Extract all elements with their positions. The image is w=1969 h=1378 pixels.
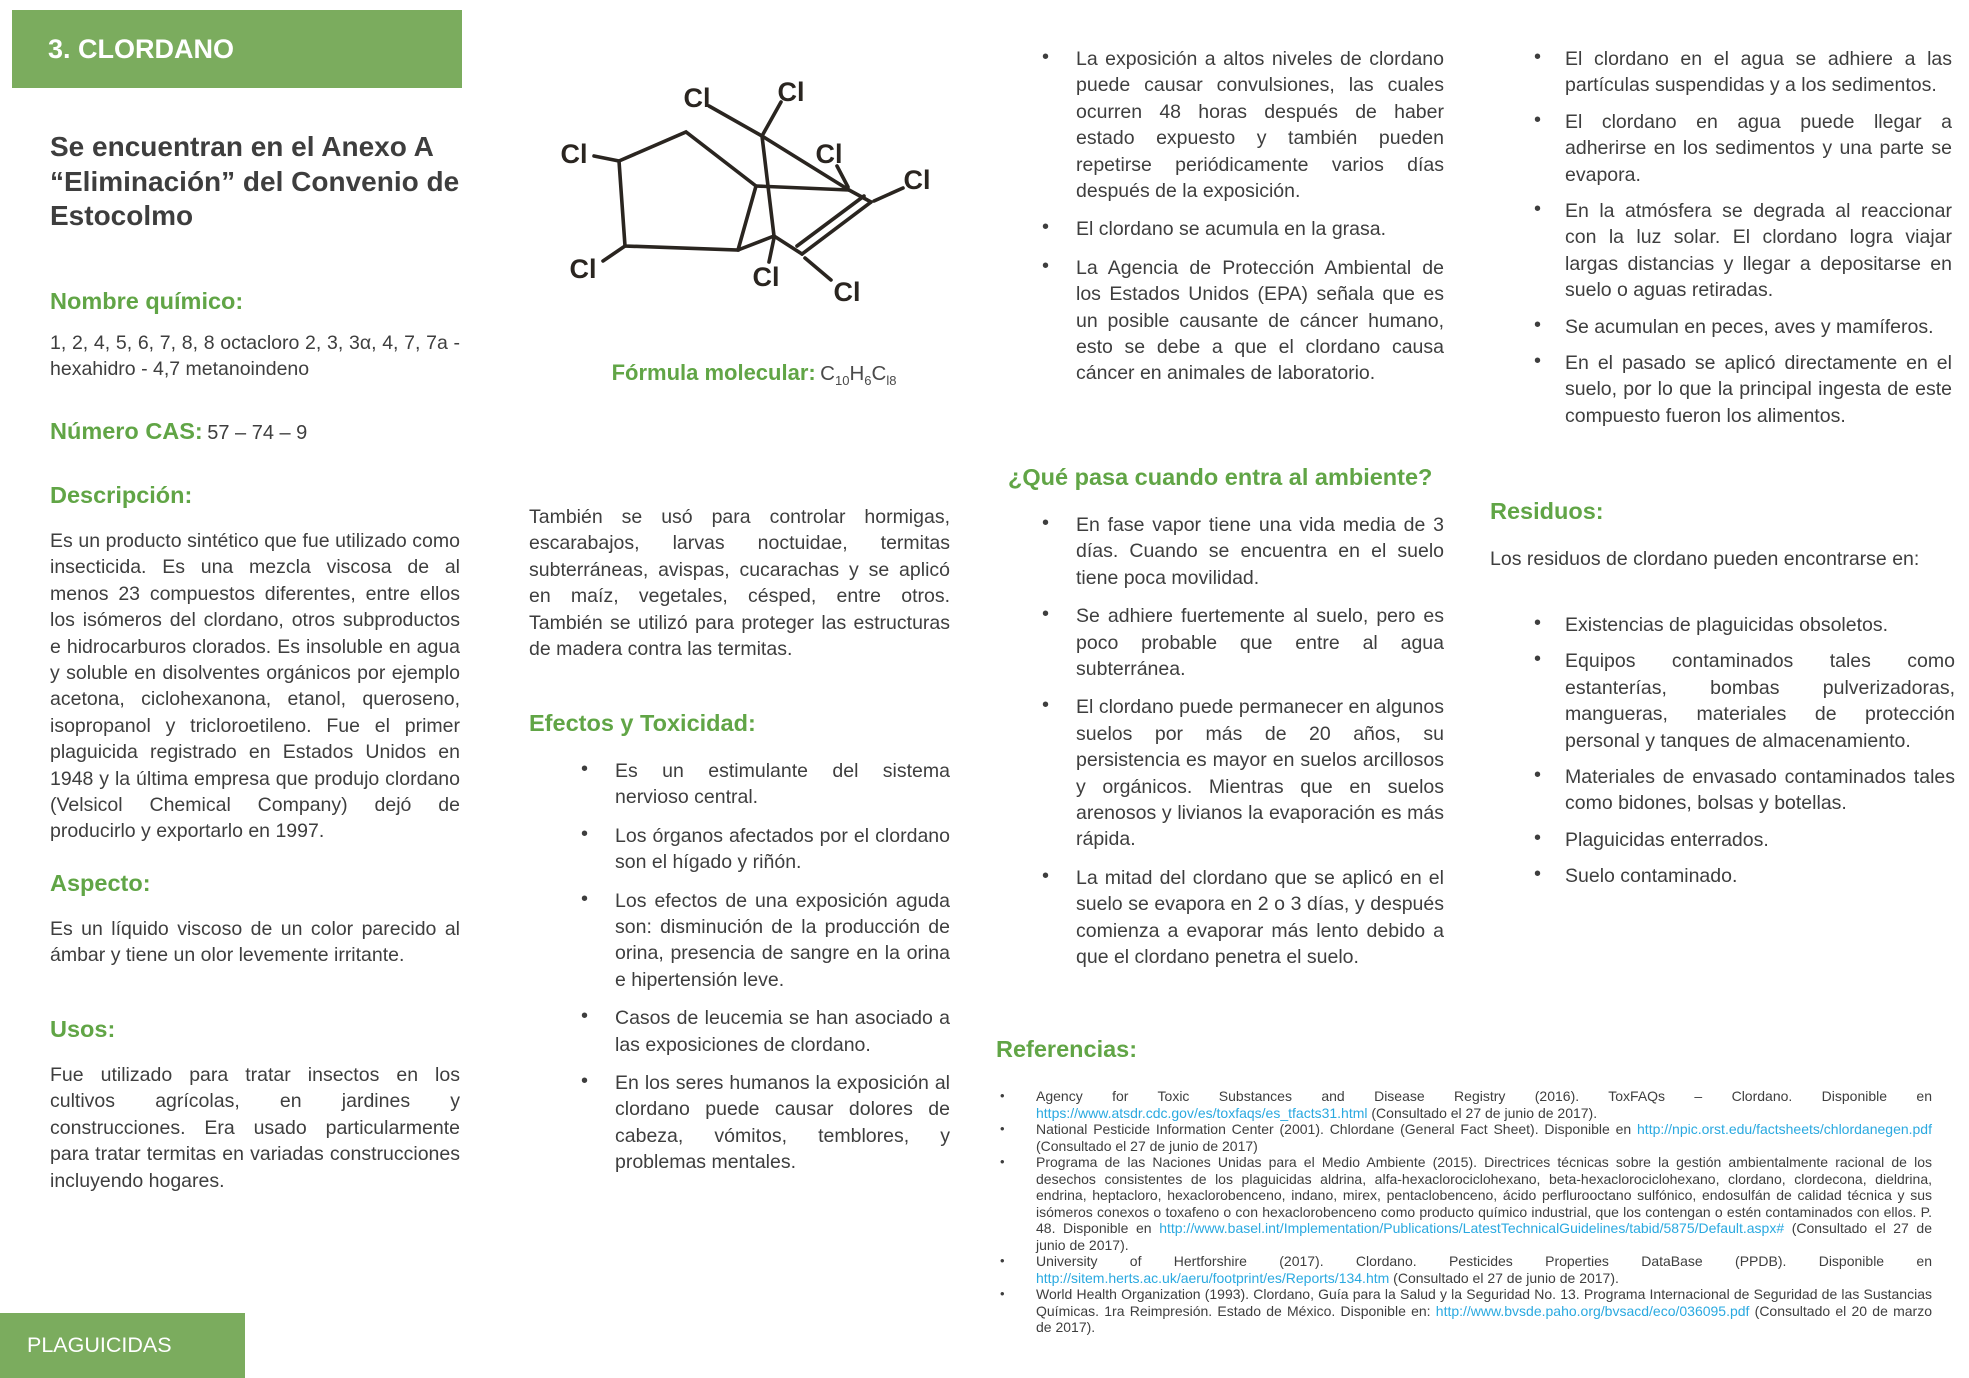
bullet-marker: • [581,887,589,910]
bullet-marker: • [1042,216,1050,239]
bullet-marker: • [1042,46,1050,68]
aspect-label: Aspecto: [50,870,151,896]
bullet-marker: • [1534,108,1542,131]
list-item: • Se adhiere fuertemente al suelo, pero es poco probable que entre al agua subterránea. [1008,603,1444,682]
cas-label: Número CAS: [50,418,203,444]
list-item: • En los seres humanos la exposición al clordano puede causar dolores de cabeza, vómitos, temblores, y problemas mentales. [529,1070,950,1176]
list-item: • Los efectos de una exposición aguda son: disminución de la producción de orina, presencia de sangre en la orina e hipertensión leve. [529,888,950,994]
reference-text: National Pesticide Information Center (2001). Chlordane (General Fact Sheet). Disponible en [1036,1121,1638,1137]
list-item: • Existencias de plaguicidas obsoletos. [1490,612,1955,638]
environment-heading: ¿Qué pasa cuando entra al ambiente? [1008,464,1433,490]
molecular-formula-row [519,360,989,388]
environment-bullet-list [1008,512,1444,983]
reference-text: (Consultado el 27 de junio de 2017). [1389,1269,1619,1286]
bullet-marker: • [1534,863,1542,886]
reference-item [996,1286,1932,1336]
additional-uses-text: También se usó para controlar hormigas, escarabajos, larvas noctuidae, termitas subterráneas, avispas, cucarachas y se aplicó en maíz, vegetales, césped, entre otros. También se utilizó para proteger las estructuras de madera contra las termitas. [529,506,950,661]
bullet-marker: • [1534,764,1542,787]
residues-bullet-list [1490,612,1955,900]
bullet-marker: • [1000,1253,1005,1268]
list-item: • La exposición a altos niveles de clordano puede causar convulsiones, las cuales ocurren 48 horas después de haber estado expuesto y también pueden repetirse periódicamente varios días después de la exposición. [1008,46,1444,204]
chlorine-label: Cl [815,139,843,169]
bullet-marker: • [1042,603,1050,626]
bullet-marker: • [1534,612,1542,634]
description-label: Descripción: [50,482,193,508]
title-banner [12,10,462,88]
list-item: • El clordano en el agua se adhiere a las partículas suspendidas y a los sedimentos. [1490,46,1952,99]
reference-text: Programa de las Naciones Unidas para el Medio Ambiente (2015). Directrices técnicas sobre la gestión ambientalmente racional de los desechos consistentes de los plaguicidas aldrina, alfa-hexaclorociclohexano, beta-hexaclorociclohexano, clordano, clordecona, dieldrina, endrina, heptacloro, hexaclorobenceno, indano, mirex, pentaclobenceno, ácido perflurooctano sulfónico, endosulfán de calidad técnica y sus isómeros conexos o toxafeno o con hexaclorobenceno como producto químico industrial, que los contengan o estén contaminados con ellos. P. 48. Disponible en [1036,1154,1932,1236]
uses-label: Usos: [50,1016,116,1042]
exposure-bullet-list [1008,46,1444,399]
reference-text: (Consultado el 27 de junio de 2017) [1036,1137,1258,1154]
bullet-marker: • [1534,350,1542,373]
bullet-marker: • [1534,648,1542,671]
chlorine-label: Cl [683,83,711,113]
bullet-marker: • [1534,46,1542,68]
aspect-text: Es un líquido viscoso de un color parecido al ámbar y tiene un olor levemente irritante. [50,918,460,967]
list-item: • Plaguicidas enterrados. [1490,827,1955,853]
list-item: • Equipos contaminados tales como estanterías, bombas pulverizadoras, mangueras, materiales de protección personal y tanques de almacenamiento. [1490,648,1955,754]
reference-item [996,1253,1932,1286]
reference-item [996,1121,1932,1154]
footer-banner [0,1313,245,1378]
bullet-marker: • [1000,1121,1005,1136]
bullet-marker: • [1042,694,1050,717]
reference-item [996,1154,1932,1253]
effects-bullet-list [529,758,950,1188]
reference-text: Agency for Toxic Substances and Disease Registry (2016). ToxFAQs – Clordano. Disponible en [1036,1088,1932,1104]
reference-text: (Consultado el 27 de junio de 2017). [1367,1104,1598,1121]
references-list [996,1088,1932,1336]
description-text: Es un producto sintético que fue utilizado como insecticida. Es una mezcla viscosa de al menos 23 compuestos diferentes, entre ellos los isómeros del clordano, otros subproductos e hidrocarburos clorados. Es insoluble en agua y soluble en disolventes orgánicos por ejemplo acetona, ciclohexanona, etanol, queroseno, isopropanol y tricloroetileno. Fue el primer plaguicida registrado en Estados Unidos en 1948 y la última empresa que produjo clordano (Velsicol Chemical Company) dejó de producirlo y exportarlo en 1997. [50,530,460,843]
page-title: 3. CLORDANO [48,34,235,64]
effects-toxicity-label: Efectos y Toxicidad: [529,710,756,736]
reference-text: (Consultado el 27 de junio de 2017). [1036,1220,1933,1253]
uses-text: Fue utilizado para tratar insectos en los cultivos agrícolas, en jardines y construcciones. Era usado particularmente para tratar termitas en variadas construcciones incluyendo hogares. [50,1064,460,1192]
list-item: • La mitad del clordano que se aplicó en el suelo se evapora en 2 o 3 días, y después comienza a evaporar más lento debido a que el clordano penetra el suelo. [1008,865,1444,971]
list-item: • El clordano se acumula en la grasa. [1008,216,1444,242]
footer-label: PLAGUICIDAS [27,1333,172,1357]
chlorine-label: Cl [560,139,588,169]
reference-link[interactable]: https://www.atsdr.cdc.gov/es/toxfaqs/es_tfacts31.html [1036,1104,1368,1121]
chlorine-label: Cl [752,262,780,292]
reference-link[interactable]: http://npic.orst.edu/factsheets/chlordanegen.pdf [1637,1121,1932,1137]
reference-link[interactable]: http://sitem.herts.ac.uk/aeru/footprint/es/Reports/134.htm [1036,1269,1390,1286]
list-item: • En la atmósfera se degrada al reaccionar con la luz solar. El clordano logra viajar largas distancias y llegar a depositarse en suelo o aguas retiradas. [1490,198,1952,304]
list-item: • Se acumulan en peces, aves y mamíferos. [1490,314,1952,340]
chlorine-label: Cl [569,254,597,284]
list-item: • En fase vapor tiene una vida media de 3 días. Cuando se encuentra en el suelo tiene poca movilidad. [1008,512,1444,591]
bullet-marker: • [1000,1286,1005,1301]
chlorine-label: Cl [903,165,931,195]
annex-heading: Se encuentran en el Anexo A “Eliminación” del Convenio de Estocolmo [50,131,460,231]
bullet-marker: • [581,758,589,780]
list-item: • Los órganos afectados por el clordano son el hígado y riñón. [529,823,950,876]
list-item: • En el pasado se aplicó directamente en el suelo, por lo que la principal ingesta de este compuesto fueron los alimentos. [1490,350,1952,429]
reference-text: World Health Organization (1993). Clordano, Guía para la Salud y la Seguridad No. 13. Programa Internacional de Seguridad de las Sustancias Químicas. 1ra Reimpresión. Estado de México. Disponible en: [1036,1286,1932,1319]
list-item: • Casos de leucemia se han asociado a las exposiciones de clordano. [529,1005,950,1058]
chlordane-structure-diagram [519,40,989,312]
reference-link[interactable]: http://www.bvsde.paho.org/bvsacd/eco/036095.pdf [1435,1302,1750,1319]
chemical-name-label: Nombre químico: [50,288,244,314]
cas-row [50,418,307,445]
bullet-marker: • [1534,198,1542,221]
bullet-marker: • [1042,864,1050,887]
reference-text: University of Hertforshire (2017). Clordano. Pesticides Properties DataBase (PPDB). Disponible en [1036,1253,1932,1269]
bullet-marker: • [1042,512,1050,534]
references-heading: Referencias: [996,1036,1138,1062]
bullet-marker: • [581,1070,589,1093]
cyclopentane-ring [619,132,756,250]
list-item: • El clordano en agua puede llegar a adherirse en los sedimentos y una parte se evapora. [1490,109,1952,188]
bullet-marker: • [581,1005,589,1028]
bullet-marker: • [1534,826,1542,849]
molecular-formula: $C_{10}H_6C_{l8}$ [820,362,897,389]
bullet-marker: • [1000,1088,1005,1103]
bullet-marker: • [1534,313,1542,336]
list-item: • Materiales de envasado contaminados tales como bidones, bolsas y botellas. [1490,764,1955,817]
reference-link[interactable]: http://www.basel.int/Implementation/Publications/LatestTechnicalGuidelines/tabid/5875/Default.aspx# [1159,1220,1785,1236]
list-item: • El clordano puede permanecer en algunos suelos por más de 20 años, su persistencia es mayor en suelos arcillosos y orgánicos. Mientras que en suelos arenosos y livianos la evaporación es más rápida. [1008,694,1444,852]
chlorine-label: Cl [777,77,805,107]
bullet-marker: • [1042,254,1050,277]
list-item: • Es un estimulante del sistema nervioso central. [529,758,950,811]
chemical-name: 1, 2, 4, 5, 6, 7, 8, 8 octacloro 2, 3, 3α, 4, 7, 7a -hexahidro - 4,7 metanoindeno [50,332,460,381]
chlorine-label: Cl [833,277,861,307]
bullet-marker: • [581,822,589,845]
cas-value: 57 – 74 – 9 [207,422,308,444]
list-item: • Suelo contaminado. [1490,863,1955,889]
list-item: • La Agencia de Protección Ambiental de los Estados Unidos (EPA) señala que es un posible causante de cáncer humano, esto se debe a que el clordano causa cáncer en animales de laboratorio. [1008,255,1444,387]
residues-intro: Los residuos de clordano pueden encontrarse en: [1490,548,1920,570]
bullet-marker: • [1000,1154,1005,1169]
reference-item [996,1088,1932,1121]
water-behavior-bullet-list [1490,46,1952,439]
residues-heading: Residuos: [1490,498,1604,524]
reference-text: (Consultado el 20 de marzo de 2017). [1036,1302,1933,1335]
molecular-formula-label: Fórmula molecular: [611,360,816,385]
